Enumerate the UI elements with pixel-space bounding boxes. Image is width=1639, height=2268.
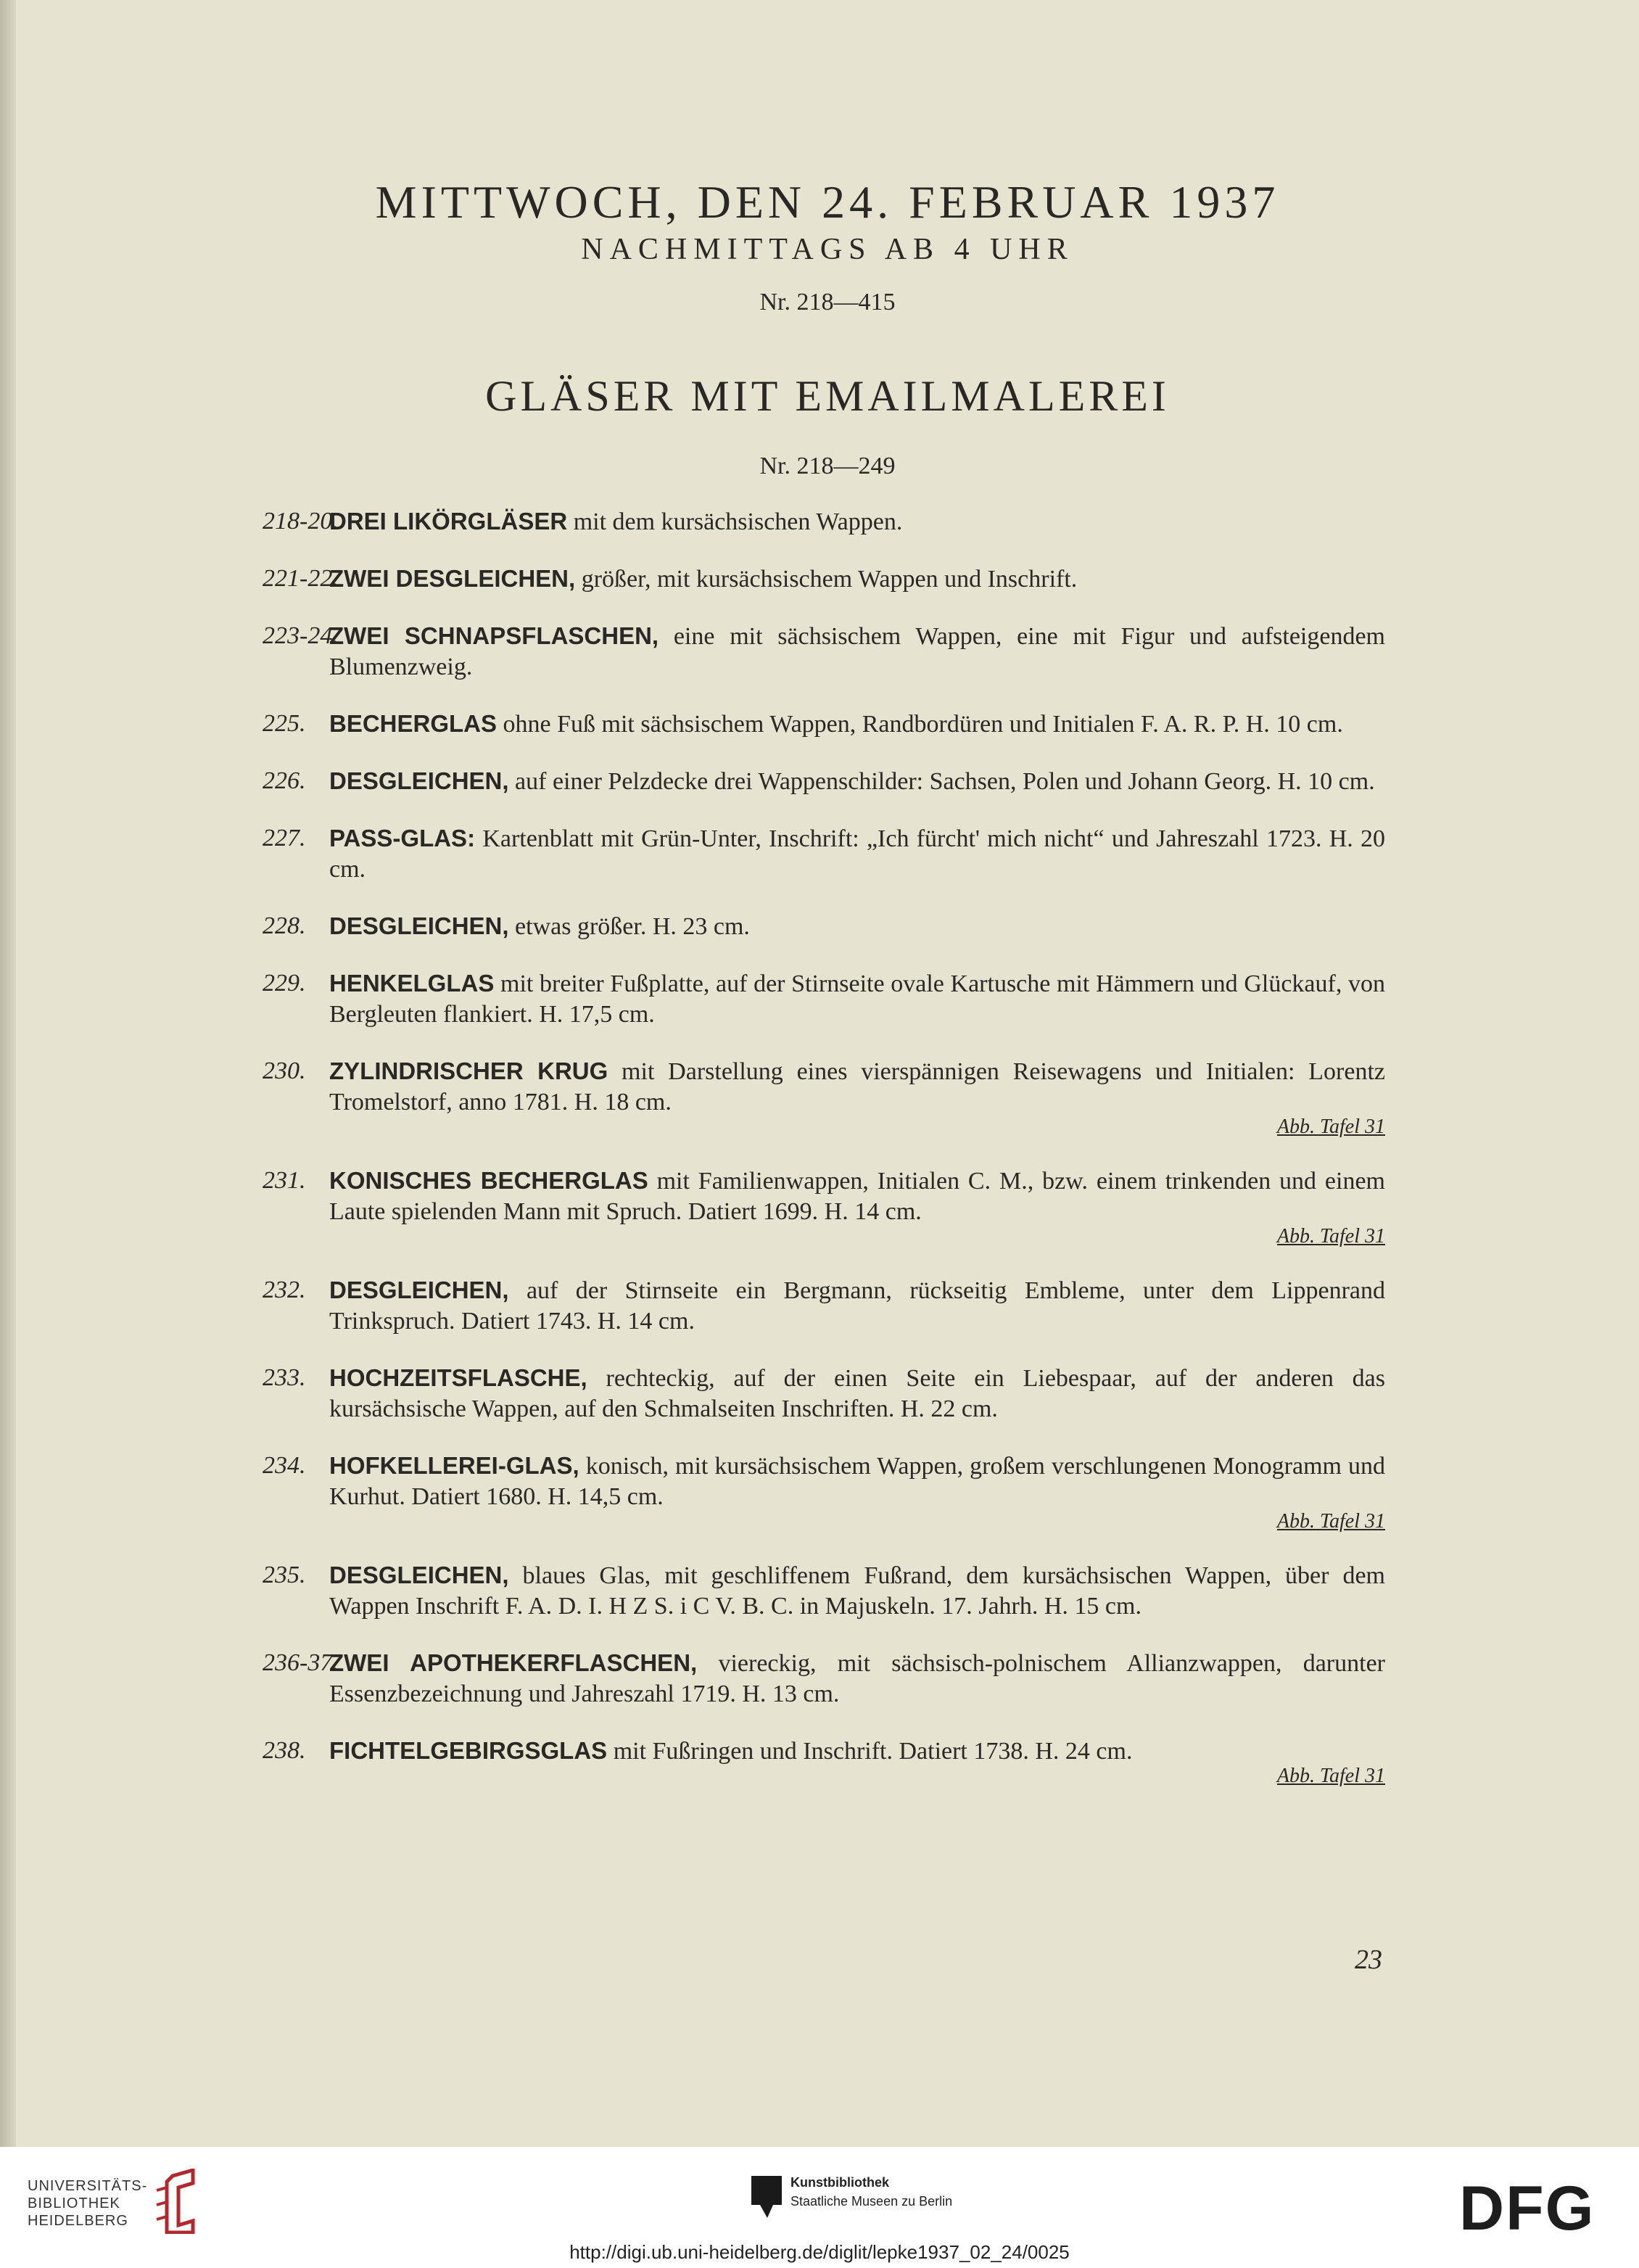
plate-reference: Abb. Tafel 31 <box>1276 1765 1385 1787</box>
lot-entry <box>263 1275 1385 1337</box>
lot-entry <box>263 911 1385 942</box>
lot-entry <box>263 506 1385 537</box>
lot-entry <box>263 1056 1385 1139</box>
lot-number: 238. <box>263 1737 306 1764</box>
section-title: GLÄSER MIT EMAILMALEREI <box>485 372 1170 420</box>
lot-range: Nr. 218—415 <box>759 289 896 316</box>
lot-title: ZYLINDRISCHER KRUG <box>329 1057 608 1084</box>
lot-entry <box>263 1648 1385 1710</box>
lot-title: ZWEI SCHNAPSFLASCHEN, <box>329 622 659 649</box>
lot-entry <box>263 1451 1385 1534</box>
auction-date: MITTWOCH, DEN 24. FEBRUAR 1937 <box>375 176 1280 228</box>
uni-line-1: UNIVERSITÄTS- <box>28 2178 148 2194</box>
lot-description: Kartenblatt mit Grün-Unter, Inschrift: „Ich fürcht' mich nicht“ und Jahreszahl 1723. H. 20 cm. <box>329 825 1385 883</box>
lot-number: 234. <box>263 1452 306 1479</box>
kb-line-2: Staatliche Museen zu Berlin <box>790 2194 953 2209</box>
lot-title: DESGLEICHEN, <box>329 1562 509 1588</box>
uni-heidelberg-label[interactable] <box>28 2177 147 2230</box>
lot-title: DESGLEICHEN, <box>329 767 509 794</box>
kunstbibliothek-label[interactable] <box>790 2173 952 2211</box>
lot-title: ZWEI APOTHEKERFLASCHEN, <box>329 1649 698 1676</box>
lot-description: auf der Stirnseite ein Bergmann, rückseitig Embleme, unter dem Lippenrand Trinkspruch. Datiert 1743. H. 14 cm. <box>329 1277 1385 1335</box>
lot-entry <box>263 1736 1385 1789</box>
kb-line-1: Kunstbibliothek <box>790 2175 889 2190</box>
lot-title: ZWEI DESGLEICHEN, <box>329 565 576 592</box>
lot-title: PASS-GLAS: <box>329 825 476 851</box>
plate-reference: Abb. Tafel 31 <box>1276 1225 1385 1248</box>
lot-title: DREI LIKÖRGLÄSER <box>329 508 568 535</box>
lot-description: auf einer Pelzdecke drei Wappenschilder: Sachsen, Polen und Johann Georg. H. 10 cm. <box>508 768 1375 795</box>
uni-heidelberg-logo-icon[interactable] <box>151 2169 202 2234</box>
lot-number: 225. <box>263 710 306 737</box>
lot-number: 227. <box>263 825 306 851</box>
lot-number: 232. <box>263 1277 306 1303</box>
lot-title: DESGLEICHEN, <box>329 1277 509 1303</box>
lot-number: 229. <box>263 970 306 997</box>
lot-entry <box>263 1560 1385 1622</box>
lot-entry <box>263 564 1385 595</box>
lot-title: DESGLEICHEN, <box>329 912 509 939</box>
lot-number: 233. <box>263 1364 306 1391</box>
plate-reference: Abb. Tafel 31 <box>1276 1510 1385 1533</box>
lot-description: blaues Glas, mit geschliffenem Fußrand, dem kursächsischen Wappen, über dem Wappen Inschrift F. A. D. I. H Z S. i C V. B. C. in Majuskeln. 17. Jahrh. H. 15 cm. <box>329 1562 1385 1620</box>
auction-time: NACHMITTAGS AB 4 UHR <box>581 233 1074 266</box>
lot-description: mit dem kursächsischen Wappen. <box>567 508 903 535</box>
viewer-footer <box>0 2147 1639 2268</box>
lot-number: 226. <box>263 767 306 794</box>
lot-number: 231. <box>263 1167 306 1194</box>
page-number: 23 <box>1355 1945 1382 1975</box>
dfg-logo[interactable]: DFG <box>1459 2174 1595 2243</box>
lot-entry <box>263 621 1385 683</box>
lot-number: 230. <box>263 1057 306 1084</box>
lot-description: ohne Fuß mit sächsischem Wappen, Randbordüren und Initialen F. A. R. P. H. 10 cm. <box>497 711 1343 738</box>
lot-description: mit Darstellung eines vierspännigen Reisewagens und Initialen: Lorentz Tromelstorf, anno 1781. H. 18 cm. <box>329 1058 1385 1116</box>
lot-description: etwas größer. H. 23 cm. <box>508 913 750 940</box>
lot-number: 228. <box>263 912 306 939</box>
lot-entry <box>263 1363 1385 1424</box>
lot-title: BECHERGLAS <box>329 710 498 737</box>
lot-entry <box>263 968 1385 1030</box>
lot-description: rechteckig, auf der einen Seite ein Liebespaar, auf der anderen das kursächsische Wappen, auf den Schmalseiten Inschriften. H. 22 cm. <box>329 1365 1385 1422</box>
lot-number: 235. <box>263 1562 306 1588</box>
lot-description: mit Fußringen und Inschrift. Datiert 1738. H. 24 cm. <box>607 1738 1133 1765</box>
lot-entry <box>263 1166 1385 1249</box>
lot-entry <box>263 823 1385 885</box>
lot-description: mit Familienwappen, Initialen C. M., bzw. einem trinkenden und einem Laute spielenden Mann mit Spruch. Datiert 1699. H. 14 cm. <box>329 1168 1385 1225</box>
lot-title: KONISCHES BECHERGLAS <box>329 1167 648 1194</box>
plate-reference: Abb. Tafel 31 <box>1276 1116 1385 1138</box>
lot-title: HOCHZEITSFLASCHE, <box>329 1364 587 1391</box>
lot-description: viereckig, mit sächsisch-polnischem Allianzwappen, darunter Essenzbezeichnung und Jahreszahl 1719. H. 13 cm. <box>329 1650 1385 1707</box>
lot-description: eine mit sächsischem Wappen, eine mit Figur und aufsteigendem Blumenzweig. <box>329 623 1385 680</box>
lot-title: HENKELGLAS <box>329 970 495 997</box>
lot-list <box>263 506 1385 1815</box>
permalink-url[interactable]: http://digi.ub.uni-heidelberg.de/diglit/lepke1937_02_24/0025 <box>569 2241 1070 2263</box>
lot-description: konisch, mit kursächsischem Wappen, großem verschlungenen Monogramm und Kurhut. Datiert 1680. H. 14,5 cm. <box>329 1453 1385 1510</box>
catalog-page <box>16 0 1639 2147</box>
kunstbibliothek-logo-icon[interactable] <box>751 2176 782 2218</box>
lot-number: 221-22. <box>263 565 339 592</box>
lot-number: 218-20. <box>263 508 339 535</box>
lot-title: FICHTELGEBIRGSGLAS <box>329 1737 608 1764</box>
lot-title: HOFKELLEREI-GLAS, <box>329 1452 579 1479</box>
lot-number: 223-24. <box>263 622 339 649</box>
lot-number: 236-37. <box>263 1649 339 1676</box>
lot-description: mit breiter Fußplatte, auf der Stirnseite ovale Kartusche mit Hämmern und Glückauf, von Bergleuten flankiert. H. 17,5 cm. <box>329 970 1385 1028</box>
uni-line-2: BIBLIOTHEK <box>28 2195 120 2211</box>
book-spine-shadow <box>0 0 16 2147</box>
lot-entry <box>263 766 1385 797</box>
lot-description: größer, mit kursächsischem Wappen und Inschrift. <box>575 566 1078 593</box>
uni-line-3: HEIDELBERG <box>28 2213 128 2229</box>
lot-entry <box>263 709 1385 740</box>
section-lot-range: Nr. 218—249 <box>759 453 896 479</box>
